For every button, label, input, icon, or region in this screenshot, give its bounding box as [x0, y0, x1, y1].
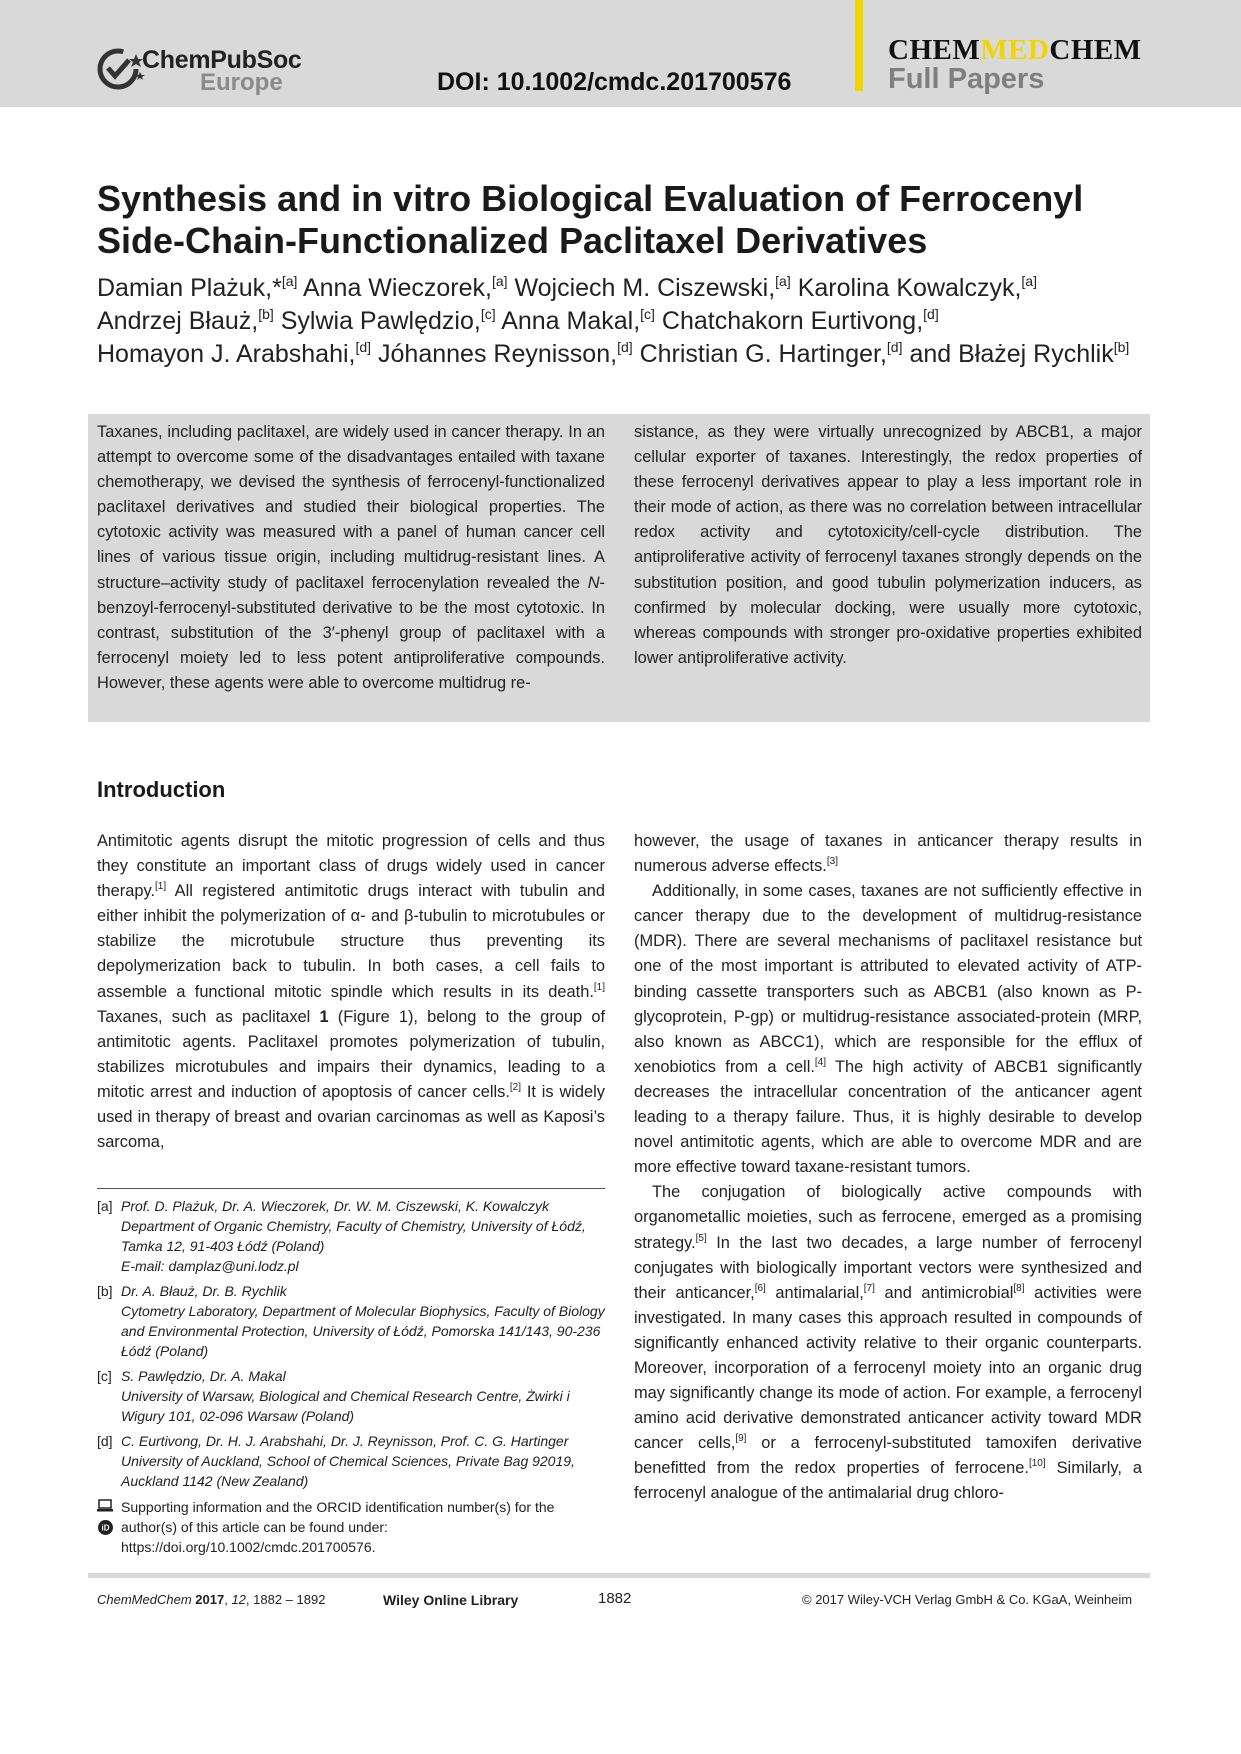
author: Chatchakorn Eurtivong,	[661, 307, 924, 335]
citation: [9]	[735, 1433, 747, 1445]
author: Wojciech M. Ciszewski,	[514, 274, 776, 302]
article-title: Synthesis and in vitro Biological Evaluation of Ferrocenyl Side-Chain-Functionalized Paclitaxel Derivatives	[97, 178, 1084, 261]
citation: [8]	[1013, 1282, 1025, 1294]
citation: [10]	[1028, 1458, 1046, 1470]
author: and Błażej Rychlik	[909, 340, 1114, 368]
affiliation-a: [a] Prof. D. Plażuk, Dr. A. Wieczorek, Dr. W. M. Ciszewski, K. Kowalczyk Department of Organic Chemistry, Faculty of Chemistry, University of Łódź, Tamka 12, 91-403 Łódź (Poland) E-mail: damplaz@uni.lodz.pl	[97, 1198, 586, 1274]
supporting-information-note: iD Supporting information and the ORCID identification number(s) for the author(s) of this article can be found under: https://doi.org/10.1002/cmdc.201700576.	[97, 1497, 607, 1557]
citation: [1]	[593, 981, 605, 993]
author: Andrzej Błauż,	[97, 307, 259, 335]
paragraph: however, the usage of taxanes in anticancer therapy results in numerous adverse effects.[3]	[634, 832, 1142, 876]
citation: [4]	[814, 1056, 827, 1068]
citation: [5]	[695, 1232, 707, 1244]
affiliation-b: [b] Dr. A. Błauż, Dr. B. Rychlik Cytometry Laboratory, Department of Molecular Biophysics, Faculty of Biology and Environmental Protection, University of Łódź, Pomorska 141/143, 90-236 Łódź (Poland)	[97, 1283, 605, 1359]
computer-icon	[97, 1499, 113, 1512]
author: Homayon J. Arabshahi,	[97, 340, 356, 368]
paragraph: Additionally, in some cases, taxanes are not sufficiently effective in cancer therapy due to the development of multidrug-resistance (MDR). There are several mechanisms of paclitaxel resistance but one of the most important is attributed to elevated activity of ATP-binding cassette transporters such as ABCB1 (also known as P-glycoprotein, P-gp) or multidrug-resistance associated-protein (MRP, also known as ABCC1), which are responsible for the efflux of xenobiotics from a cell.[4] The high activity of ABCB1 significantly decreases the intracellular concentration of the anticancer agent leading to a therapy failure. Thus, it is highly desirable to develop novel antimitotic agents, which are able to overcome MDR and are more effective toward taxane-resistant tumors.	[634, 882, 1142, 1177]
abstract-right-column: sistance, as they were virtually unrecognized by ABCB1, a major cellular exporter of taxanes. Interestingly, the redox properties of these ferrocenyl derivatives appear to play a less important role in their mode of action, as there was no correlation between intracellular redox activity and cytotoxicity/cell-cycle distribution. The antiproliferative activity of ferrocenyl taxanes strongly depends on the substitution position, and good tubulin polymerization inducers, as confirmed by molecular docking, were usually more cytotoxic, whereas compounds with stronger pro-oxidative properties exhibited lower antiproliferative activity.	[634, 423, 1142, 667]
footer-copyright: © 2017 Wiley-VCH Verlag GmbH & Co. KGaA, Weinheim	[802, 1592, 1133, 1607]
footer-citation: ChemMedChem 2017, 12, 1882 – 1892	[97, 1592, 326, 1607]
orcid-icon	[98, 1520, 113, 1535]
journal-accent-bar	[855, 0, 863, 91]
author: Damian Plażuk,*	[97, 274, 282, 302]
author: Karolina Kowalczyk,	[797, 274, 1022, 302]
body-column-right	[634, 829, 1142, 1507]
paragraph: The conjugation of biologically active compounds with organometallic moieties, such as ferrocene, emerged as a promising strategy.[5] In the last two decades, a large number of ferrocenyl conjugates with biologically important vectors were synthesized and their anticancer,[6] antimalarial,[7] and antimicrobial[8] activities were investigated. In many cases this approach resulted in compounds of significantly enhanced activity relative to their organic counterparts. Moreover, incorporation of a ferrocenyl moiety into an organic drug may significantly change its mode of action. For example, a ferrocenyl amino acid derivative demonstrated anticancer activity toward MDR cancer cells,[9] or a ferrocenyl-substituted tamoxifen derivative benefitted from the redox properties of ferrocene.[10] Similarly, a ferrocenyl analogue of the antimalarial drug chloro-	[634, 1183, 1143, 1503]
doi-label[interactable]: DOI: 10.1002/cmdc.201700576	[437, 68, 792, 96]
citation: [7]	[863, 1282, 875, 1294]
article-type: Full Papers	[888, 63, 1045, 95]
author: Anna Wieczorek,	[302, 274, 492, 302]
abstract-left-column: Taxanes, including paclitaxel, are widely used in cancer therapy. In an attempt to overcome some of the disadvantages entailed with taxane chemotherapy, we devised the synthesis of ferrocenyl-functionalized paclitaxel derivatives and studied their biological properties. The cytotoxic activity was measured with a panel of human cancer cell lines of various tissue origin, including multidrug-resistant lines. A structure–activity study of paclitaxel ferrocenylation revealed the N-benzoyl-ferrocenyl-substituted derivative to be the most cytotoxic. In contrast, substitution of the 3′-phenyl group of paclitaxel with a ferrocenyl moiety led to less potent antiproliferative compounds. However, these agents were able to overcome multidrug re-	[97, 423, 605, 692]
compound-number: 1	[319, 1007, 329, 1026]
body-column-left	[97, 829, 605, 1155]
publisher-region: Europe	[200, 69, 283, 96]
citation: [6]	[754, 1282, 766, 1294]
author-list: Damian Plażuk,*[a] Anna Wieczorek,[a] Wojciech M. Ciszewski,[a] Karolina Kowalczyk,[a] Andrzej Błauż,[b] Sylwia Pawlędzio,[c] Anna Makal,[c] Chatchakorn Eurtivong,[d] Homayon J. Arabshahi,[d] Jóhannes Reynisson,[d] Christian G. Hartinger,[d] and Błażej Rychlik[b]	[97, 273, 1130, 368]
affiliations	[97, 1196, 607, 1557]
author: Jóhannes Reynisson,	[378, 340, 618, 368]
footer-library[interactable]: Wiley Online Library	[383, 1592, 519, 1608]
author: Christian G. Hartinger,	[639, 340, 887, 368]
citation: [2]	[509, 1081, 522, 1093]
author: Sylwia Pawlędzio,	[280, 307, 481, 335]
citation: [3]	[826, 856, 838, 868]
footnote-rule	[97, 1188, 605, 1189]
affiliation-c: [c] S. Pawlędzio, Dr. A. Makal University of Warsaw, Biological and Chemical Research Centre, Żwirki i Wigury 101, 02-096 Warsaw (Poland)	[97, 1368, 570, 1424]
section-heading-introduction: Introduction	[97, 777, 226, 802]
affiliation-d: [d] C. Eurtivong, Dr. H. J. Arabshahi, Dr. J. Reynisson, Prof. C. G. Hartinger University of Auckland, School of Chemical Sciences, Private Bag 92019, Auckland 1142 (New Zealand)	[97, 1433, 575, 1489]
publisher-name: ChemPubSoc	[142, 46, 302, 74]
page-number: 1882	[598, 1590, 632, 1607]
author: Anna Makal,	[501, 307, 641, 335]
footer-rule	[88, 1573, 1150, 1578]
svg-text:iD: iD	[101, 1523, 110, 1533]
paragraph: Antimitotic agents disrupt the mitotic progression of cells and thus they constitute an important class of drugs widely used in cancer therapy.[1] All registered antimitotic drugs interact with tubulin and either inhibit the polymerization of α- and β-tubulin to microtubules or stabilize the microtubule structure thus preventing its depolymerization back to tubulin. In both cases, a cell fails to assemble a functional mitotic spindle which results in its death.[1] Taxanes, such as paclitaxel 1 (Figure 1), belong to the group of antimitotic agents. Paclitaxel promotes polymerization of tubulin, stabilizes microtubules and impairs their dynamics, leading to a mitotic arrest and induction of apoptosis of cancer cells.[2] It is widely used in therapy of breast and ovarian carcinomas as well as Kaposi’s sarcoma,	[97, 832, 605, 1152]
journal-name: CHEMMEDCHEM	[888, 34, 1142, 66]
citation: [1]	[155, 881, 167, 893]
